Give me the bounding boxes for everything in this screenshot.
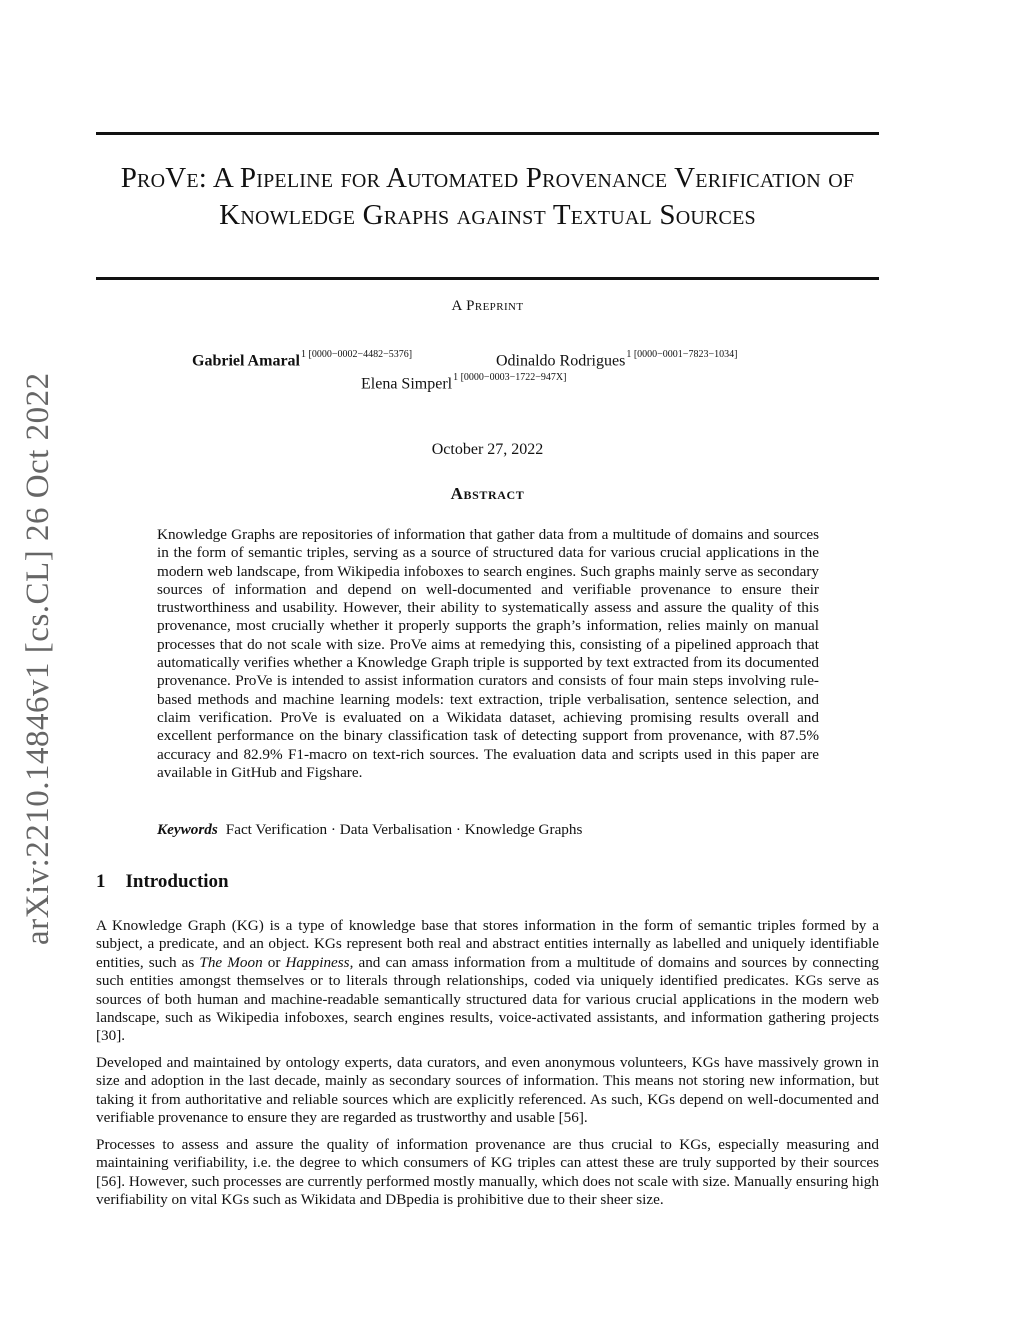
author-simperl <box>361 374 566 393</box>
example-entity: Happiness <box>285 953 350 971</box>
keywords-list: Fact Verification · Data Verbalisation · Knowledge Graphs <box>225 821 583 838</box>
author-orcid: 1 [0000−0002−4482−5376] <box>300 349 413 360</box>
title-bottom-rule <box>96 277 879 280</box>
author-name: Gabriel Amaral <box>192 352 300 370</box>
section-title: Introduction <box>125 871 229 892</box>
paragraph-text: or <box>262 953 286 971</box>
author-name: Odinaldo Rodrigues <box>496 352 626 370</box>
keywords-label: Keywords <box>157 821 218 838</box>
arxiv-identifier: arXiv:2210.14846v1 [cs.CL] 26 Oct 2022 <box>20 372 56 945</box>
paper-date: October 27, 2022 <box>431 441 544 458</box>
intro-paragraph-1 <box>96 917 879 1046</box>
author-orcid: 1 [0000−0001−7823−1034] <box>626 349 738 360</box>
author-orcid: 1 [0000−0003−1722−947X] <box>453 372 567 383</box>
title-top-rule <box>96 132 879 135</box>
author-rodrigues <box>496 351 737 370</box>
intro-paragraph-2: Developed and maintained by ontology experts, data curators, and even anonymous volunteers, KGs have massively grown in size and adoption in the last decade, mainly as secondary sources of information. This means not storing new information, but taking it from authoritative and reliable sources which are explicitly referenced. As such, KGs depend on well-documented and verifiable provenance to ensure they are regarded as trustworthy and usable [56]. <box>96 1054 879 1127</box>
abstract-text: Knowledge Graphs are repositories of information that gather data from a multitude of domains and sources in the form of semantic triples, serving as a source of structured data for various crucial applications in the modern web landscape, from Wikipedia infoboxes to search engines. Such graphs mainly serve as secondary sources of information and depend on well-documented and verifiable provenance to ensure their trustworthiness and usability. However, their ability to systematically assess and assure the quality of this provenance, most crucially whether it properly supports the graph’s information, relies mainly on manual processes that do not scale with size. ProVe aims at remedying this, consisting of a pipelined approach that automatically verifies whether a Knowledge Graph triple is supported by text extracted from its documented provenance. ProVe is intended to assist information curators and consists of four main steps involving rule-based methods and machine learning models: text extraction, triple verbalisation, sentence selection, and claim verification. ProVe is evaluated on a Wikidata dataset, achieving promising results overall and excellent performance on the binary classification task of detecting support from provenance, with 87.5% accuracy and 82.9% F1-macro on text-rich sources. The evaluation data and scripts used in this paper are available in GitHub and Figshare. <box>157 526 819 781</box>
paragraph-text: , and can amass information from a multitude of domains and sources by connecting such entities amongst themselves or to literals through relationships, coded via uniquely identified predicates. KGs serve as sources of both human and machine-readable semantically structured data for various crucial applications in the modern web landscape, such as Wikipedia infoboxes, search engines results, voice-activated assistants, and information gathering projects [30]. <box>96 953 880 1045</box>
keywords <box>157 821 582 839</box>
paragraph-text: A Knowledge Graph (KG) is a type of knowledge base that stores information in the form of semantic triples formed by a subject, a predicate, and an object. KGs represent both real and abstract entities internally as labelled and uniquely identifiable entities, such as <box>96 917 879 971</box>
example-entity: The Moon <box>199 953 263 971</box>
author-amaral <box>192 351 412 370</box>
abstract-heading: Abstract <box>450 484 525 503</box>
section-number: 1 <box>96 871 106 892</box>
author-name: Elena Simperl <box>361 375 453 393</box>
section-heading <box>96 871 249 893</box>
intro-paragraph-3: Processes to assess and assure the quality of information provenance are thus crucial to KGs, especially measuring and maintaining verifiability, i.e. the degree to which consumers of KG triples can attest these are truly supported by their sources [56]. However, such processes are currently performed mostly manually, which does not scale with size. Manually ensuring high verifiability on vital KGs such as Wikidata and DBpedia is prohibitive due to their sheer size. <box>96 1136 879 1209</box>
preprint-label: A Preprint <box>451 298 524 314</box>
paper-title: ProVe: A Pipeline for Automated Provenance Verification of Knowledge Graphs against Textual Sources <box>120 162 855 231</box>
